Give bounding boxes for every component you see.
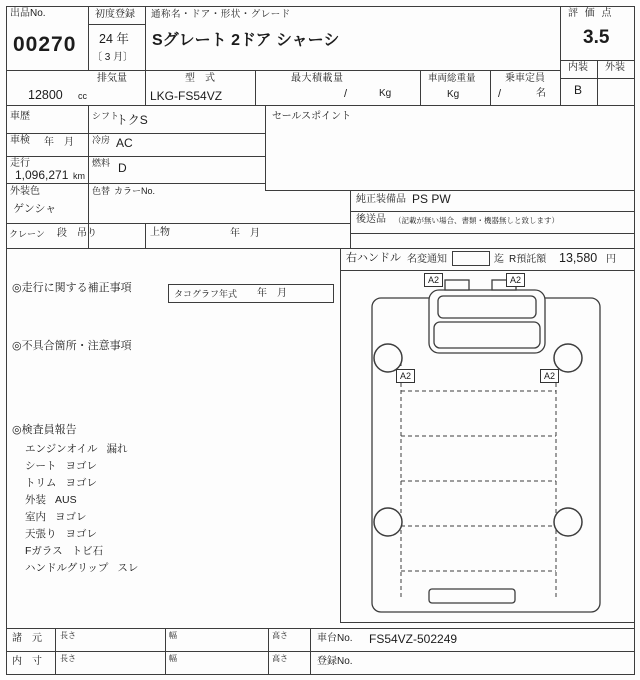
mileage-label: 走行 xyxy=(10,158,30,169)
width-label: 幅 xyxy=(169,654,177,663)
tachograph-label: タコグラフ年式 xyxy=(174,289,238,299)
chassis-no-label: 車台No. xyxy=(317,633,353,644)
width-label: 幅 xyxy=(169,631,177,640)
finding-row xyxy=(25,546,103,557)
finding-row xyxy=(25,529,97,540)
finding-part: シート xyxy=(25,460,57,472)
color-no-label: カラーNo. xyxy=(114,186,156,196)
finding-part: ハンドルグリップ xyxy=(25,562,109,574)
mileage-correction-title: ◎走行に関する補正事項 xyxy=(12,282,132,294)
name-change-label: 名変通知 xyxy=(407,254,447,265)
body-equipment-label: 上物 xyxy=(150,227,170,238)
history-label: 車歴 xyxy=(10,111,30,122)
lot-no-label: 出品No. xyxy=(10,8,46,19)
exterior-color-value: ゲンシャ xyxy=(13,203,57,215)
sales-point-label: セールスポイント xyxy=(272,111,352,122)
score-label: 評 価 点 xyxy=(568,8,614,19)
model-code-value: LKG-FS54VZ xyxy=(150,89,223,103)
crane-hook-label: 吊り xyxy=(77,228,97,239)
length-label: 長さ xyxy=(60,654,76,663)
max-load-value: / xyxy=(344,88,348,100)
inner-dimensions-row-header: 内 寸 xyxy=(12,656,42,667)
finding-part: トリム xyxy=(25,477,57,489)
damage-mark: A2 xyxy=(506,273,525,287)
displacement-label: 排気量 xyxy=(97,73,127,84)
inspector-report-title: ◎検査員報告 xyxy=(12,424,77,436)
finding-row xyxy=(25,563,138,574)
defect-notes-title: ◎不具合箇所・注意事項 xyxy=(12,340,132,352)
capacity-label: 乗車定員 xyxy=(505,73,545,84)
cooler-label: 冷房 xyxy=(92,135,111,145)
finding-state: AUS xyxy=(55,494,77,506)
inspection-value: 年 月 xyxy=(44,137,74,148)
first-registration-year: 24 年 xyxy=(99,32,129,46)
lot-no-value: 00270 xyxy=(13,33,77,56)
damage-mark: A2 xyxy=(540,369,559,383)
finding-state: スレ xyxy=(117,562,139,574)
finding-state: ヨゴレ xyxy=(65,528,97,540)
recycle-deposit-label: R預託額 xyxy=(509,254,547,265)
repaint-label: 色替 xyxy=(92,186,111,196)
later-shipment-label: 後送品 xyxy=(356,214,386,225)
finding-part: Fガラス xyxy=(25,545,63,557)
crane-steps-label: 段 xyxy=(57,228,67,239)
fuel-value: D xyxy=(118,161,127,175)
tachograph-value: 年 月 xyxy=(257,288,287,299)
shift-label: シフト xyxy=(92,111,120,121)
interior-grade-label: 内装 xyxy=(568,62,588,73)
gross-weight-label: 車両総重量 xyxy=(428,73,476,84)
inspection-label: 車検 xyxy=(10,135,30,146)
exterior-color-label: 外装色 xyxy=(10,186,40,197)
truck-top-view-diagram xyxy=(341,271,634,621)
handle-position-label: 右ハンドル xyxy=(346,252,401,264)
mileage-unit: km xyxy=(73,171,85,181)
gross-weight-unit: Kg xyxy=(447,89,460,100)
max-load-unit: Kg xyxy=(379,88,392,99)
finding-state: 漏れ xyxy=(106,443,128,455)
height-label: 高さ xyxy=(272,654,288,663)
displacement-value: 12800 xyxy=(28,88,63,102)
chassis-no-value: FS54VZ-502249 xyxy=(369,632,458,646)
until-label: 迄 xyxy=(494,254,504,265)
finding-state: ヨゴレ xyxy=(55,511,87,523)
exterior-grade-label: 外装 xyxy=(605,62,625,73)
genuine-equipment-label: 純正装備品 xyxy=(356,194,406,205)
max-load-label: 最大積載量 xyxy=(291,73,344,84)
finding-state: トビ石 xyxy=(71,545,104,557)
body-equipment-value: 年 月 xyxy=(230,228,260,239)
cooler-value: AC xyxy=(116,136,133,150)
damage-mark: A2 xyxy=(424,273,443,287)
interior-grade-value: B xyxy=(574,83,583,97)
finding-row xyxy=(25,444,127,455)
finding-row xyxy=(25,495,77,506)
finding-row xyxy=(25,478,97,489)
mileage-value: 1,096,271 xyxy=(15,168,69,182)
genuine-equipment-value: PS PW xyxy=(412,192,451,206)
finding-part: エンジンオイル xyxy=(25,443,98,455)
yen-label: 円 xyxy=(606,254,616,265)
height-label: 高さ xyxy=(272,631,288,640)
vehicle-name: Sグレート 2ドア シャーシ xyxy=(152,32,340,49)
dimensions-row-header: 諸 元 xyxy=(12,633,42,644)
model-code-label: 型 式 xyxy=(185,73,215,84)
finding-part: 外装 xyxy=(25,494,46,506)
registration-no-label: 登録No. xyxy=(317,656,353,667)
crane-label: クレーン xyxy=(9,229,45,239)
vehicle-name-header: 通称名・ドア・形状・グレード xyxy=(151,9,291,20)
score-value: 3.5 xyxy=(583,27,610,48)
finding-row xyxy=(25,512,87,523)
finding-state: ヨゴレ xyxy=(65,460,97,472)
capacity-unit: 名 xyxy=(536,88,546,99)
displacement-unit: cc xyxy=(78,91,87,101)
finding-part: 室内 xyxy=(25,511,46,523)
first-registration-month: 〔 3 月〕 xyxy=(92,52,134,63)
finding-row xyxy=(25,461,97,472)
capacity-value: / xyxy=(498,88,502,100)
finding-state: ヨゴレ xyxy=(65,477,97,489)
fuel-label: 燃料 xyxy=(92,158,111,168)
length-label: 長さ xyxy=(60,631,76,640)
later-shipment-note: （記載が無い場合、書類・機器無しと致します） xyxy=(394,216,559,225)
recycle-deposit-value: 13,580 xyxy=(559,251,598,265)
first-registration-label: 初度登録 xyxy=(95,9,135,20)
shift-value: トクS xyxy=(116,113,148,127)
name-change-stamp-box xyxy=(452,251,490,266)
damage-mark: A2 xyxy=(396,369,415,383)
finding-part: 天張り xyxy=(25,528,57,540)
